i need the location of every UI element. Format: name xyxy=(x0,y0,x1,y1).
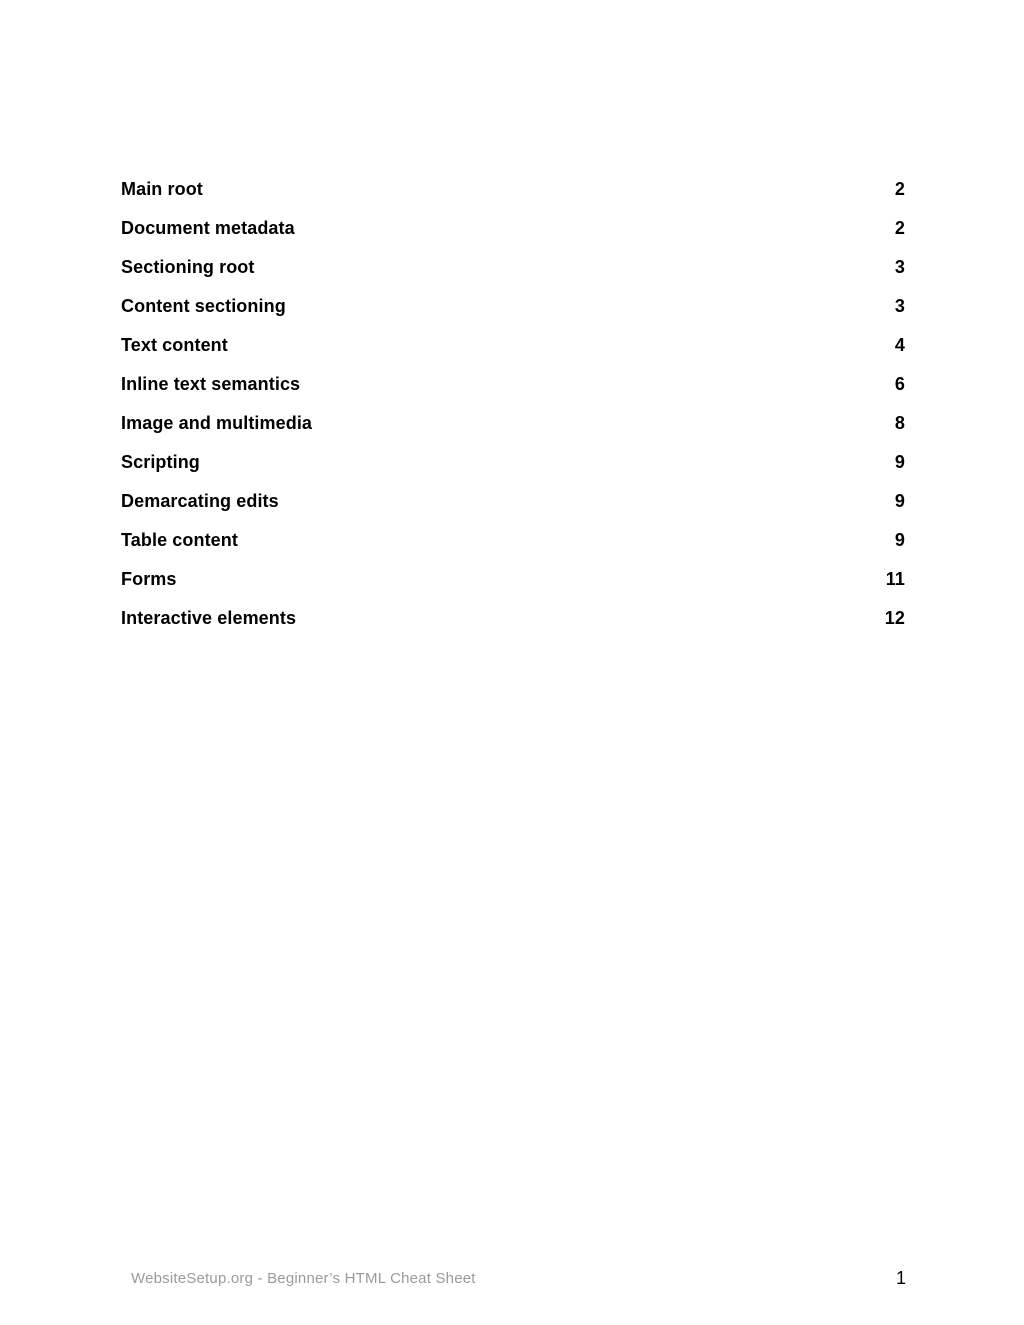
toc-entry-page: 9 xyxy=(894,452,905,472)
toc-entry-title[interactable]: Sectioning root xyxy=(121,257,255,277)
toc-entry-inline-text-semantics[interactable] xyxy=(121,365,905,404)
toc-entry-title[interactable]: Forms xyxy=(121,569,177,589)
toc-entry-text-content[interactable] xyxy=(121,326,905,365)
toc-entry-title[interactable]: Text content xyxy=(121,335,228,355)
toc-entry-main-root[interactable] xyxy=(121,170,905,209)
toc-entry-page: 9 xyxy=(894,530,905,550)
toc-entry-content-sectioning[interactable] xyxy=(121,287,905,326)
toc-entry-page: 9 xyxy=(894,491,905,511)
toc-entry-forms[interactable] xyxy=(121,560,905,599)
page-number: 1 xyxy=(895,1268,906,1288)
toc-entry-title[interactable]: Content sectioning xyxy=(121,296,286,316)
toc-entry-page: 12 xyxy=(884,608,905,628)
toc-entry-page: 8 xyxy=(894,413,905,433)
toc-entry-title[interactable]: Main root xyxy=(121,179,203,199)
toc-entry-page: 2 xyxy=(894,179,905,199)
toc-entry-document-metadata[interactable] xyxy=(121,209,905,248)
toc-entry-title[interactable]: Table content xyxy=(121,530,238,550)
toc-entry-interactive-elements[interactable] xyxy=(121,599,905,638)
toc-entry-title[interactable]: Document metadata xyxy=(121,218,295,238)
toc-entry-page: 11 xyxy=(885,569,905,589)
page-footer xyxy=(131,1268,906,1289)
toc-entry-title[interactable]: Image and multimedia xyxy=(121,413,313,433)
toc-entry-scripting[interactable] xyxy=(121,443,905,482)
toc-entry-image-and-multimedia[interactable] xyxy=(121,404,905,443)
toc-entry-demarcating-edits[interactable] xyxy=(121,482,905,521)
toc-entry-page: 4 xyxy=(894,335,905,355)
toc-entry-title[interactable]: Scripting xyxy=(121,452,200,472)
toc-entry-page: 2 xyxy=(894,218,905,238)
toc-entry-page: 3 xyxy=(894,296,905,316)
toc-entry-table-content[interactable] xyxy=(121,521,905,560)
table-of-contents xyxy=(121,170,905,638)
footer-text: WebsiteSetup.org - Beginner’s HTML Cheat Sheet xyxy=(131,1270,476,1287)
toc-entry-sectioning-root[interactable] xyxy=(121,248,905,287)
toc-entry-title[interactable]: Inline text semantics xyxy=(121,374,301,394)
toc-entry-title[interactable]: Demarcating edits xyxy=(121,491,279,511)
toc-entry-page: 6 xyxy=(894,374,905,394)
toc-entry-title[interactable]: Interactive elements xyxy=(121,608,297,628)
toc-entry-page: 3 xyxy=(894,257,905,277)
